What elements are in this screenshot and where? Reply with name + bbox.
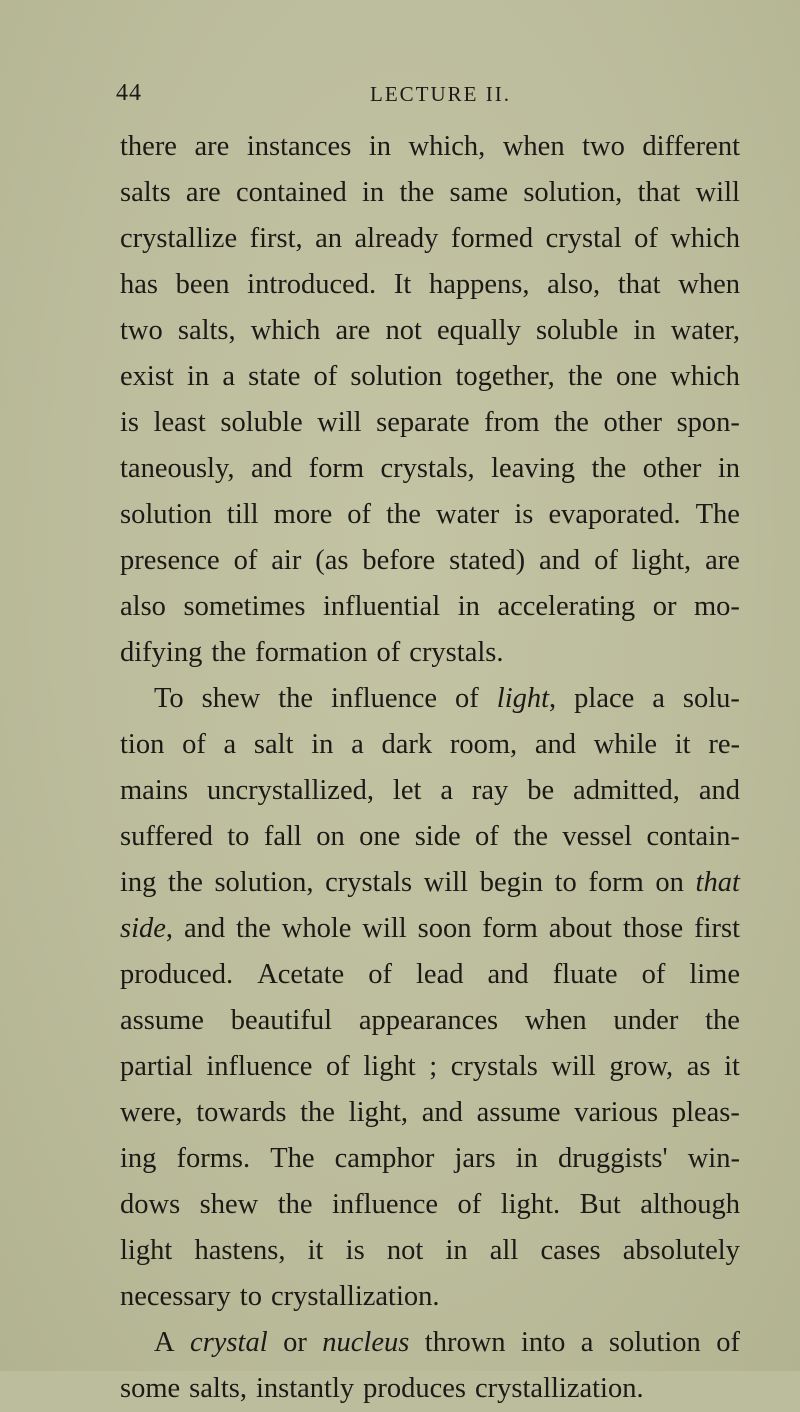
italic-word: light: [496, 683, 550, 714]
text-line: [120, 630, 740, 676]
word: cases: [540, 1235, 601, 1266]
text-line: [120, 308, 740, 354]
word: partial: [120, 1051, 193, 1082]
word: dark: [381, 729, 433, 760]
word: not: [386, 1235, 424, 1266]
word: are: [185, 177, 221, 208]
word: of: [455, 683, 479, 714]
text-line: [120, 906, 740, 952]
text-line: [120, 768, 740, 814]
word: as: [686, 1051, 711, 1082]
word: contained: [235, 177, 347, 208]
word: assume: [120, 1005, 204, 1036]
word: on: [655, 867, 684, 898]
word: of: [326, 1051, 350, 1082]
word: the: [168, 867, 203, 898]
word: light.: [500, 1189, 561, 1220]
word: uncrystallized,: [207, 775, 374, 806]
word: are: [335, 315, 371, 346]
text-line: [120, 1228, 740, 1274]
word: ;: [429, 1051, 438, 1082]
word: happens,: [428, 269, 530, 300]
word: crystals.: [409, 637, 504, 668]
word: crystallization.: [270, 1281, 440, 1312]
word: formed: [450, 223, 534, 254]
word: of: [182, 729, 206, 760]
word: of: [376, 637, 401, 668]
word: of: [594, 545, 618, 576]
running-head: [116, 80, 716, 110]
word: state: [248, 361, 301, 392]
word: will: [362, 913, 407, 944]
word: the: [567, 361, 603, 392]
word: a: [652, 683, 665, 714]
text-line: [120, 170, 740, 216]
word: are: [194, 131, 230, 162]
word: light: [363, 1051, 416, 1082]
word: a: [440, 775, 453, 806]
word: Acetate: [257, 959, 345, 990]
word: under: [613, 1005, 679, 1036]
word: introduced.: [247, 269, 377, 300]
word: various: [574, 1097, 659, 1128]
text-line: [120, 216, 740, 262]
word: the: [705, 1005, 740, 1036]
word: first,: [249, 223, 303, 254]
word: of: [313, 361, 338, 392]
word: difying: [120, 637, 203, 668]
word: the: [386, 499, 421, 530]
text-line: [120, 446, 740, 492]
word: ray: [471, 775, 509, 806]
text-line: [120, 814, 740, 860]
word: [190, 1320, 268, 1366]
word: is: [514, 499, 534, 530]
word: which: [670, 223, 740, 254]
word: influence: [331, 683, 438, 714]
italic-word: side: [120, 913, 166, 944]
word: formation: [255, 637, 368, 668]
word: also,: [547, 269, 601, 300]
word: before: [362, 545, 436, 576]
running-title: LECTURE II.: [370, 82, 511, 106]
word: in: [515, 1143, 538, 1174]
word: crystal: [545, 223, 622, 254]
word: when: [502, 131, 565, 162]
word: side: [414, 821, 461, 852]
word: The: [695, 499, 740, 530]
word: separate: [376, 407, 470, 438]
word: beautiful: [230, 1005, 333, 1036]
word: lead: [416, 959, 464, 990]
word: not: [385, 315, 422, 346]
word: light,: [348, 1097, 409, 1128]
word: an: [315, 223, 343, 254]
word: of: [347, 499, 372, 530]
word: solution,: [214, 867, 314, 898]
word: water,: [670, 315, 740, 346]
word: in: [362, 177, 385, 208]
word: influential: [322, 591, 441, 622]
word: the: [278, 683, 314, 714]
word: mo-: [694, 591, 740, 622]
word: from: [484, 407, 540, 438]
word: and: [539, 545, 581, 576]
word: in: [311, 729, 334, 760]
word: or: [283, 1327, 307, 1358]
word: form: [482, 913, 538, 944]
italic-word: that: [695, 867, 740, 898]
word: produced.: [120, 959, 234, 990]
word: and: [421, 1097, 463, 1128]
word: same: [449, 177, 509, 208]
word: more: [273, 499, 333, 530]
word: win-: [687, 1143, 740, 1174]
word: in: [717, 453, 740, 484]
word: crystals,: [380, 453, 475, 484]
word: begin: [479, 867, 544, 898]
word: air: [271, 545, 302, 576]
word: suffered: [120, 821, 213, 852]
word: together,: [455, 361, 555, 392]
word: solu-: [682, 683, 740, 714]
word: produces: [363, 1373, 467, 1404]
word: and: [183, 913, 226, 944]
text-line: [120, 722, 740, 768]
word: presence: [120, 545, 220, 576]
text-line: [120, 400, 740, 446]
word: druggists': [557, 1143, 668, 1174]
word: salts,: [177, 315, 236, 346]
word: the: [513, 821, 549, 852]
word: instantly: [255, 1373, 355, 1404]
word: of: [641, 959, 666, 990]
word: leaving: [491, 453, 576, 484]
word: [322, 1320, 409, 1366]
word: soon: [417, 913, 472, 944]
text-line: [120, 1274, 740, 1320]
word: It: [393, 269, 412, 300]
text-line: [120, 1320, 740, 1366]
word: although: [640, 1189, 740, 1220]
text-line: [120, 860, 740, 906]
word: accelerating: [497, 591, 636, 622]
word: dows: [120, 1189, 181, 1220]
text-line: [120, 1090, 740, 1136]
word: evaporated.: [548, 499, 681, 530]
word: has: [120, 269, 158, 300]
word: grow,: [609, 1051, 674, 1082]
word: is: [120, 407, 140, 438]
word: towards: [196, 1097, 287, 1128]
text-line: [120, 1182, 740, 1228]
word: soluble: [220, 407, 303, 438]
word: light,: [631, 545, 692, 576]
word: crystallization.: [475, 1373, 644, 1404]
word: fluate: [552, 959, 618, 990]
word: a: [223, 729, 237, 760]
word: that: [637, 177, 681, 208]
word: of: [475, 821, 499, 852]
word: which,: [408, 131, 486, 162]
word: which: [250, 315, 321, 346]
word: form: [308, 453, 365, 484]
word: hastens,: [194, 1235, 286, 1266]
word: about: [548, 913, 613, 944]
word: [696, 860, 740, 906]
word: of: [457, 1189, 482, 1220]
word: other: [642, 453, 702, 484]
text-line: [120, 262, 740, 308]
word: different: [642, 131, 740, 162]
word: or: [652, 591, 677, 622]
word: the: [211, 637, 247, 668]
word: spon-: [676, 407, 740, 438]
word: To: [154, 683, 184, 714]
word: shew: [201, 683, 261, 714]
word: already: [354, 223, 439, 254]
word: of: [233, 545, 258, 576]
word: one: [615, 361, 658, 392]
word: will: [423, 867, 469, 898]
word: absolutely: [622, 1235, 740, 1266]
word: necessary: [120, 1281, 231, 1312]
word: influence: [332, 1189, 439, 1220]
word: shew: [199, 1189, 259, 1220]
word: into: [521, 1327, 566, 1358]
word: is: [345, 1235, 365, 1266]
word: that: [617, 269, 661, 300]
word: solution,: [523, 177, 623, 208]
text-line: [120, 124, 740, 170]
word: the: [277, 1189, 313, 1220]
word: and: [487, 959, 529, 990]
text-line: [120, 676, 740, 722]
text-line: [120, 998, 740, 1044]
word: it: [674, 729, 691, 760]
text-line: [120, 354, 740, 400]
word: the: [300, 1097, 335, 1128]
word: a: [222, 361, 235, 392]
word: The: [270, 1143, 315, 1174]
word: two: [120, 315, 163, 346]
word: some: [120, 1373, 181, 1404]
body-text: [120, 124, 740, 1412]
word: a: [351, 729, 364, 760]
word: assume: [476, 1097, 561, 1128]
word: been: [175, 269, 230, 300]
word: also: [120, 591, 166, 622]
word: salts,: [189, 1373, 247, 1404]
word: and: [698, 775, 740, 806]
word: forms.: [176, 1143, 251, 1174]
word: crystals: [325, 867, 413, 898]
text-line: [120, 952, 740, 998]
text-line: [120, 538, 740, 584]
word: let: [392, 775, 422, 806]
word: crystallize: [120, 223, 238, 254]
word: and: [250, 453, 293, 484]
word: contain-: [646, 821, 740, 852]
word: be: [527, 775, 555, 806]
word: soluble: [535, 315, 619, 346]
word: solution: [608, 1327, 701, 1358]
word: light: [120, 1235, 173, 1266]
word: whole: [281, 913, 352, 944]
word: salts: [120, 177, 171, 208]
word: place: [574, 683, 635, 714]
text-line: [120, 1136, 740, 1182]
italic-word: crystal: [190, 1327, 268, 1358]
word: admitted,: [573, 775, 680, 806]
page-number: 44: [116, 80, 142, 106]
word: one: [359, 821, 401, 852]
word: the: [591, 453, 627, 484]
word: all: [489, 1235, 519, 1266]
word: jars: [454, 1143, 496, 1174]
word: in: [457, 591, 480, 622]
word: side,: [120, 913, 174, 944]
word: the: [554, 407, 589, 438]
word: pleas-: [671, 1097, 740, 1128]
word: on: [316, 821, 345, 852]
word: to: [239, 1281, 262, 1312]
word: those: [622, 913, 684, 944]
word: while: [593, 729, 658, 760]
word: mains: [120, 775, 189, 806]
word: light,: [496, 683, 557, 714]
word: lime: [689, 959, 740, 990]
word: till: [226, 499, 259, 530]
text-line: [120, 584, 740, 630]
word: fall: [263, 821, 302, 852]
word: ing: [120, 867, 157, 898]
word: when: [524, 1005, 587, 1036]
word: in: [633, 315, 656, 346]
word: the: [236, 913, 271, 944]
word: appearances: [358, 1005, 499, 1036]
word: to: [554, 867, 577, 898]
word: of: [368, 959, 392, 990]
word: stated): [449, 545, 526, 576]
word: are: [705, 545, 740, 576]
word: (as: [315, 545, 349, 576]
word: will: [317, 407, 362, 438]
word: it: [724, 1051, 740, 1082]
word: in: [445, 1235, 468, 1266]
word: thrown: [424, 1327, 506, 1358]
word: of: [634, 223, 658, 254]
word: were,: [120, 1097, 183, 1128]
word: a: [580, 1327, 594, 1358]
word: to: [227, 821, 250, 852]
word: which: [670, 361, 740, 392]
word: vessel: [562, 821, 633, 852]
word: water: [436, 499, 500, 530]
italic-word: nucleus: [322, 1327, 410, 1358]
word: there: [120, 131, 177, 162]
word: will: [551, 1051, 596, 1082]
word: will: [695, 177, 740, 208]
word: ing: [120, 1143, 157, 1174]
word: exist: [120, 361, 174, 392]
word: solution: [350, 361, 443, 392]
word: But: [579, 1189, 621, 1220]
text-line: [120, 1366, 740, 1412]
word: the: [399, 177, 435, 208]
word: sometimes: [183, 591, 306, 622]
word: taneously,: [120, 453, 235, 484]
word: tion: [120, 729, 165, 760]
word: form: [588, 867, 644, 898]
word: two: [582, 131, 625, 162]
word: it: [307, 1235, 324, 1266]
word: influence: [206, 1051, 313, 1082]
word: equally: [436, 315, 521, 346]
text-line: [120, 492, 740, 538]
word: solution: [120, 499, 212, 530]
word: re-: [708, 729, 740, 760]
word: room,: [449, 729, 518, 760]
word: crystals: [450, 1051, 538, 1082]
word: camphor: [334, 1143, 435, 1174]
word: salt: [253, 729, 294, 760]
word: in: [186, 361, 210, 392]
word: of: [716, 1327, 740, 1358]
word: instances: [246, 131, 352, 162]
word: least: [153, 407, 206, 438]
word: when: [678, 269, 740, 300]
word: in: [368, 131, 391, 162]
word: other: [603, 407, 663, 438]
text-line: [120, 1044, 740, 1090]
word: first: [694, 913, 740, 944]
word: A: [154, 1327, 175, 1358]
word: and: [534, 729, 576, 760]
